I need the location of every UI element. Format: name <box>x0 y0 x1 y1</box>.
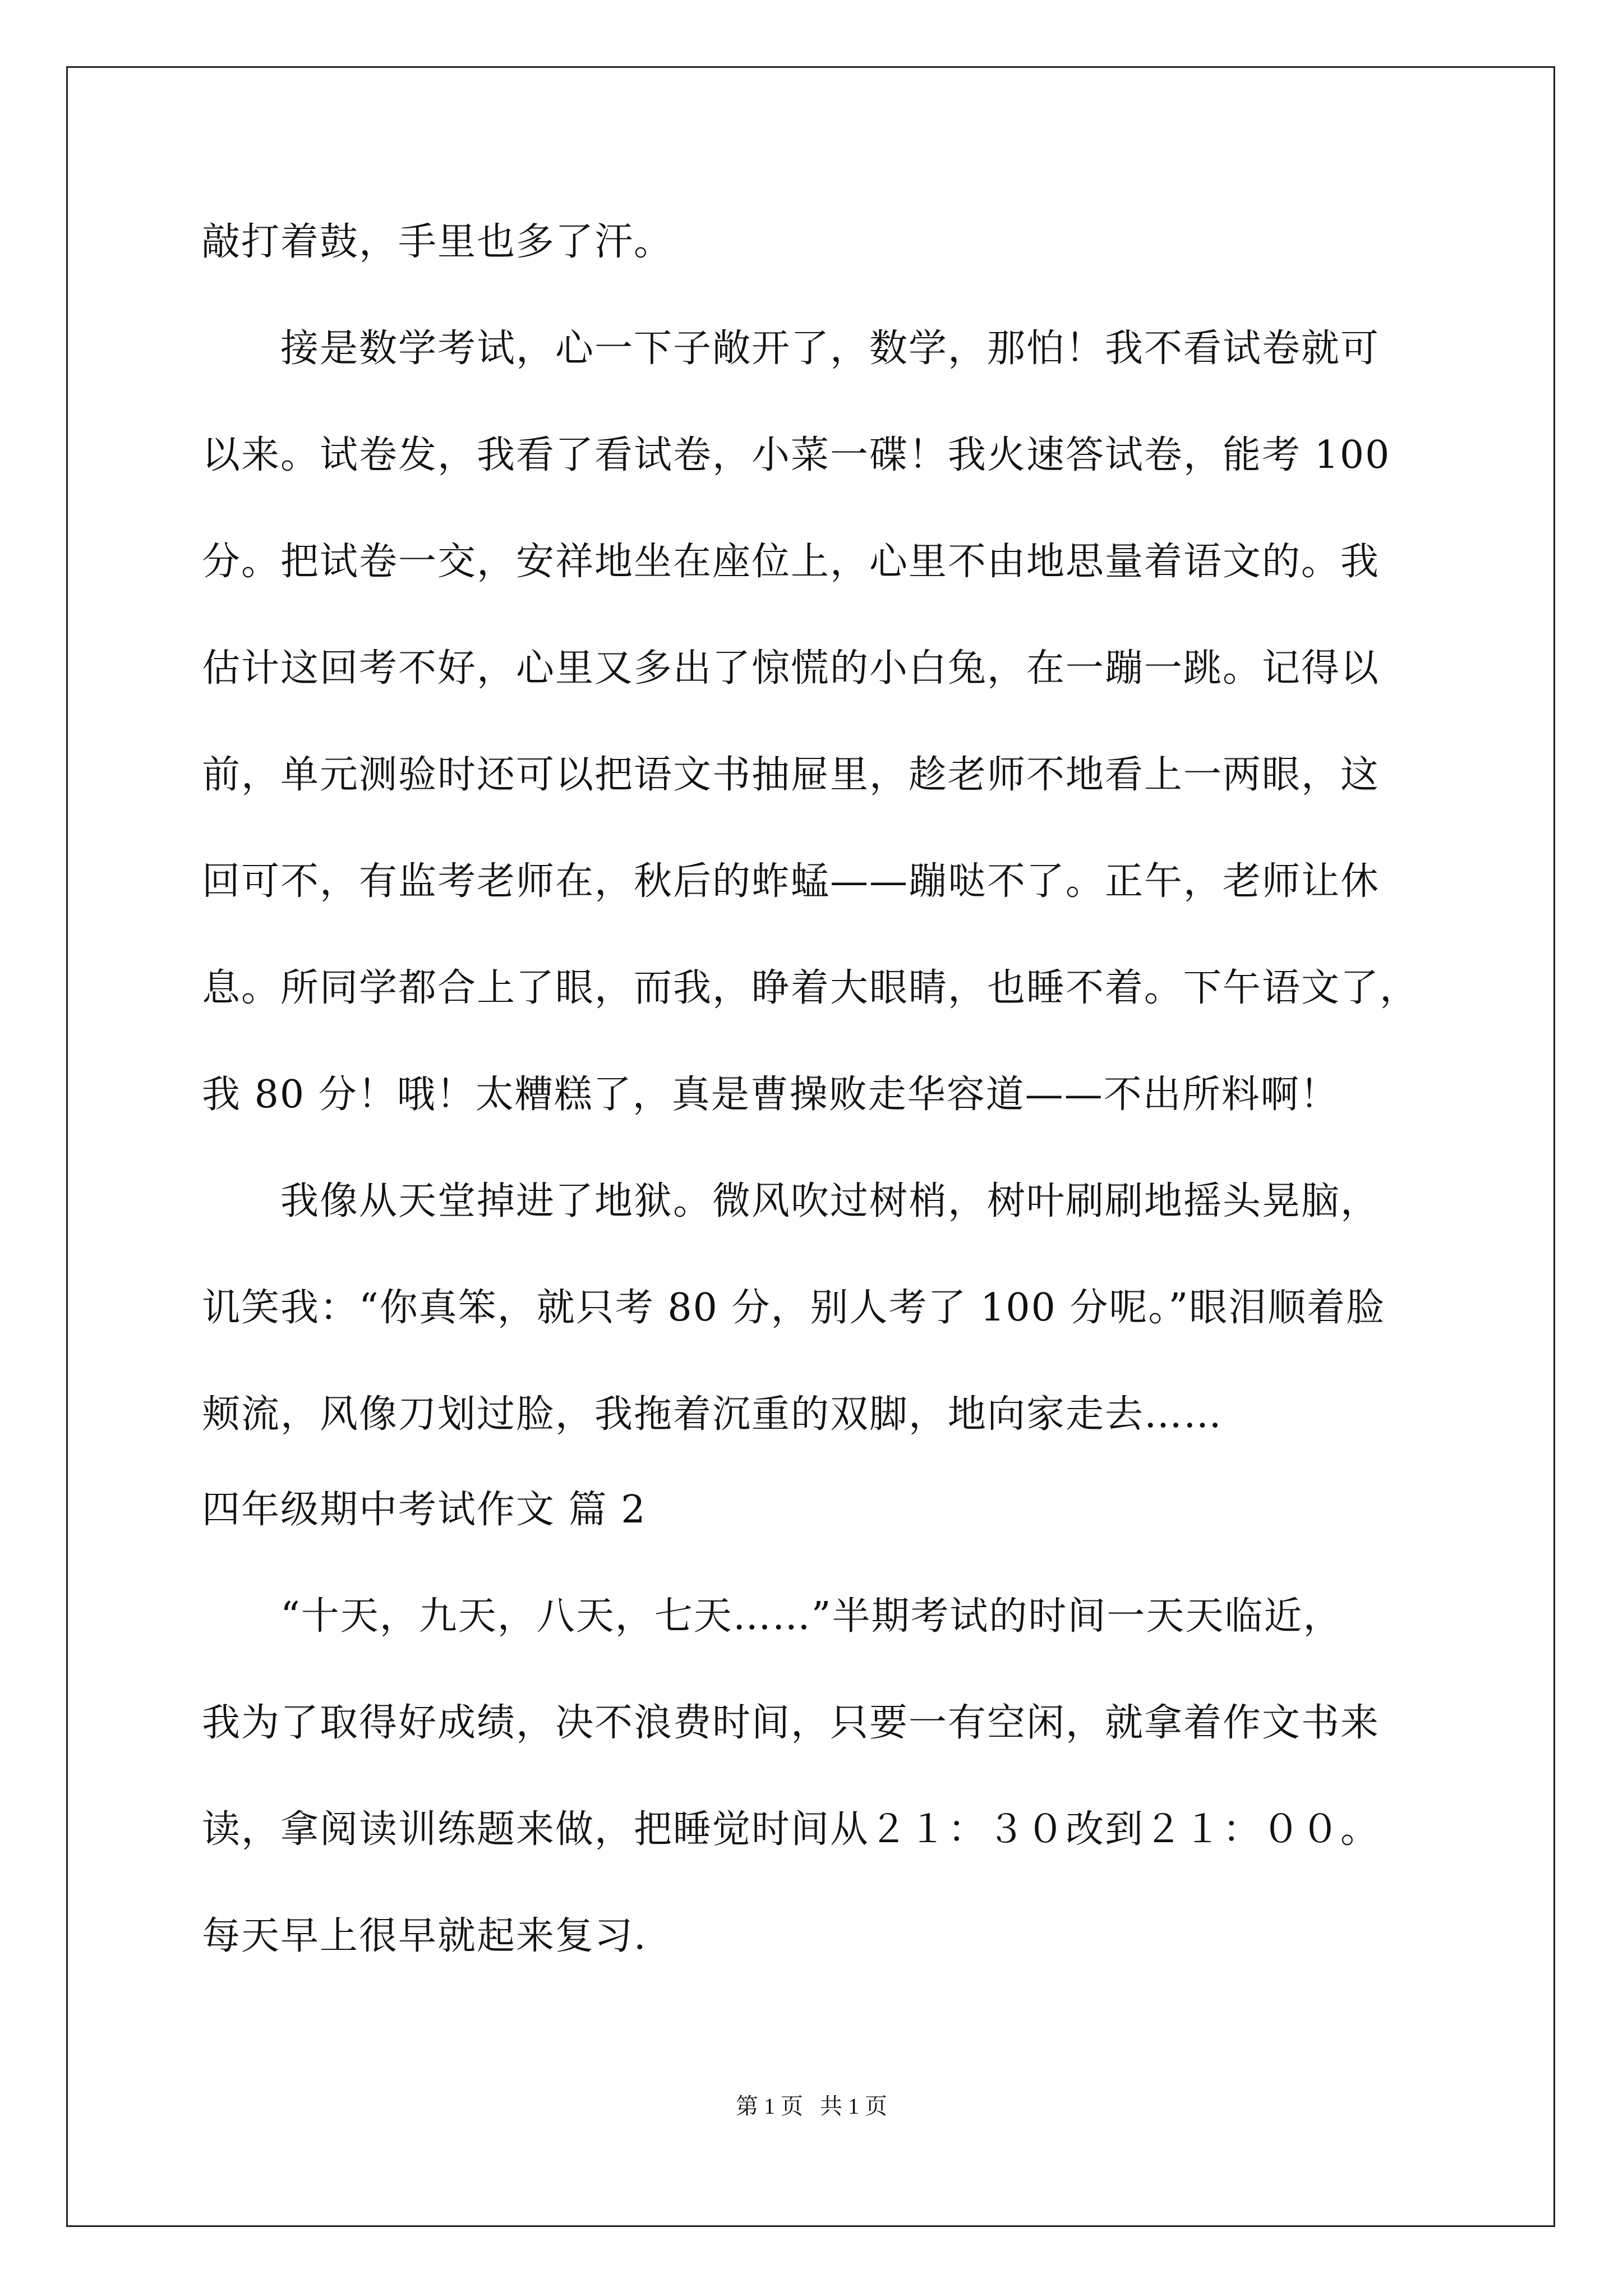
paragraph-line: 我 80 分！哦！太糟糕了，真是曹操败走华容道——不出所料啊！ <box>202 1073 1339 1117</box>
paragraph-line: 前，单元测验时还可以把语文书抽屉里，趁老师不地看上一两眼，这 <box>202 753 1380 797</box>
section-heading: 四年级期中考试作文 篇 2 <box>202 1488 647 1532</box>
paragraph-line: 息。所同学都合上了眼，而我，睁着大眼睛，也睡不着。下午语文了， <box>202 966 1419 1010</box>
paragraph-line: 敲打着鼓，手里也多了汗。 <box>202 220 674 264</box>
paragraph-line: 我像从天堂掉进了地狱。微风吹过树梢，树叶刷刷地摇头晃脑， <box>280 1179 1380 1223</box>
paragraph-line: 回可不，有监考老师在，秋后的蚱蜢——蹦哒不了。正午，老师让休 <box>202 859 1380 904</box>
paragraph-line: 每天早上很早就起来复习. <box>202 1914 647 1958</box>
paragraph-line: “十天，九天，八天，七天……”半期考试的时间一天天临近， <box>280 1594 1343 1639</box>
paragraph-line: 接是数学考试，心一下子敞开了，数学，那怕！我不看试卷就可 <box>280 326 1380 371</box>
page-total: 共 1 页 <box>820 2093 887 2119</box>
paragraph-line: 颊流，风像刀划过脸，我拖着沉重的双脚，地向家走去…… <box>202 1392 1223 1437</box>
paragraph-line: 分。把试卷一交，安祥地坐在座位上，心里不由地思量着语文的。我 <box>202 540 1380 584</box>
page-border <box>66 66 1555 2227</box>
paragraph-line: 讥笑我：“你真笨，就只考 80 分，别人考了 100 分呢。”眼泪顺着脸 <box>202 1286 1386 1330</box>
paragraph-line: 我为了取得好成绩，决不浪费时间，只要一有空闲，就拿着作文书来 <box>202 1701 1380 1745</box>
paragraph-line: 以来。试卷发，我看了看试卷，小菜一碟！我火速答试卷，能考 100 <box>202 433 1391 477</box>
page-number: 第 1 页 <box>736 2093 803 2119</box>
paragraph-line: 估计这回考不好，心里又多出了惊慌的小白兔，在一蹦一跳。记得以 <box>202 646 1380 691</box>
page-footer <box>0 2092 1623 2120</box>
paragraph-line: 读，拿阅读训练题来做，把睡觉时间从２１：３０改到２１：００。 <box>202 1807 1380 1852</box>
